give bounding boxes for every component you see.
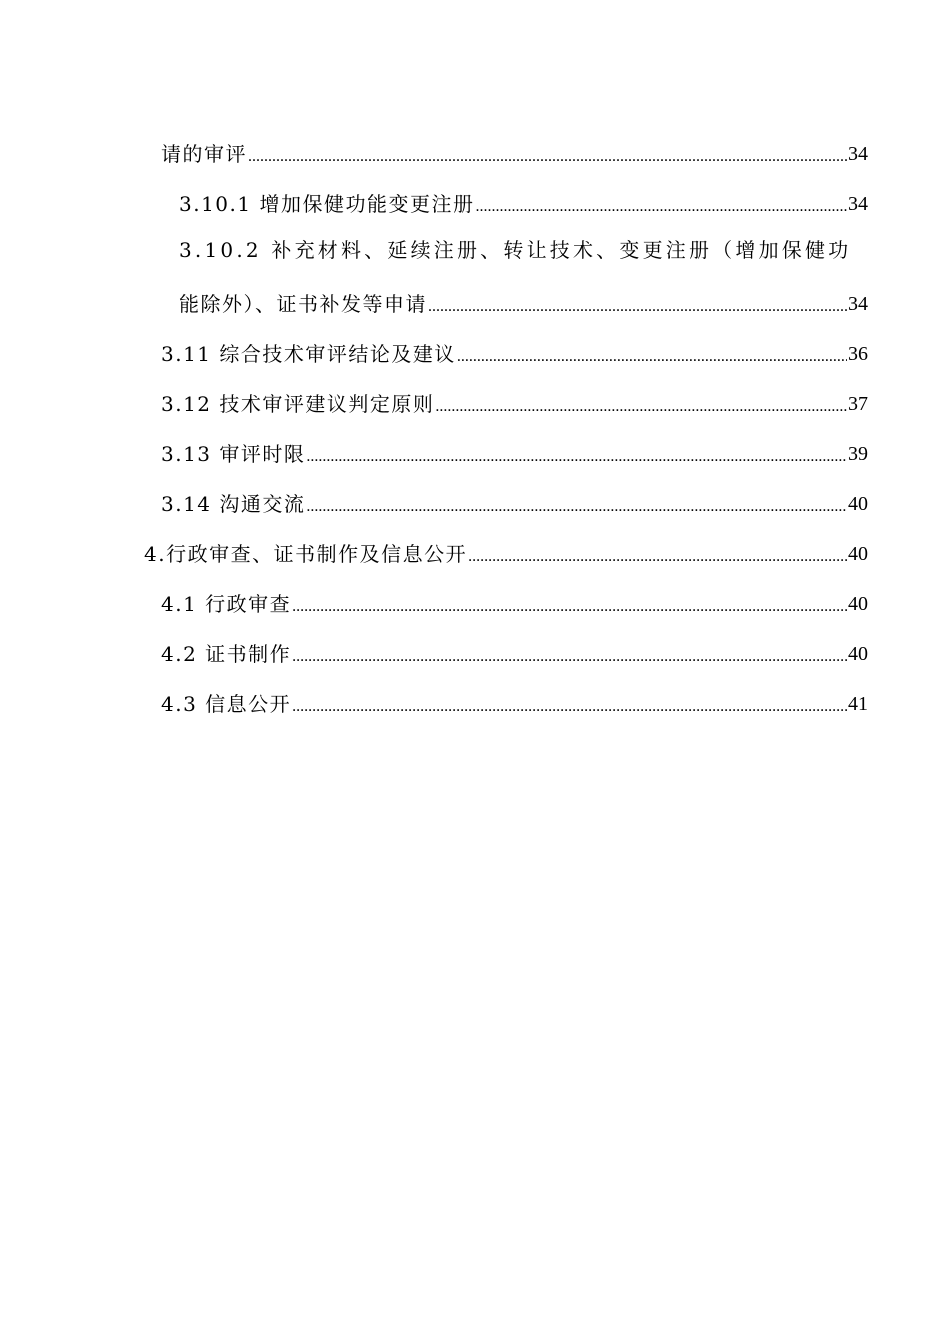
toc-entry-page: 41	[848, 693, 868, 715]
toc-leader-dots	[292, 597, 847, 617]
toc-entry-title: 3.13 审评时限	[161, 442, 306, 466]
toc-entry[interactable]	[161, 437, 868, 467]
toc-leader-dots	[292, 647, 847, 667]
toc-leader-dots	[306, 497, 847, 517]
toc-entry-title: 4.1 行政审查	[161, 592, 292, 616]
toc-entry-page: 39	[848, 443, 868, 465]
toc-entry-title: 3.10.1 增加保健功能变更注册	[179, 192, 475, 216]
toc-entry-page: 40	[848, 593, 868, 615]
toc-entry[interactable]	[144, 537, 868, 567]
toc-entry-page: 36	[848, 343, 868, 365]
toc-entry-page: 40	[848, 543, 868, 565]
toc-leader-dots	[306, 447, 847, 467]
toc-entry-title: 3.11 综合技术审评结论及建议	[161, 342, 456, 366]
toc-entry-page: 34	[848, 143, 868, 165]
toc-entry-title: 4.2 证书制作	[161, 642, 292, 666]
toc-entry[interactable]	[161, 337, 868, 367]
toc-entry-page: 37	[848, 393, 868, 415]
toc-entry[interactable]	[161, 687, 868, 717]
toc-leader-dots	[292, 697, 847, 717]
toc-leader-dots	[248, 147, 847, 167]
toc-entry[interactable]	[161, 387, 868, 417]
toc-leader-dots	[475, 197, 847, 217]
toc-entry[interactable]	[161, 637, 868, 667]
toc-entry-title: 4.行政审查、证书制作及信息公开	[144, 542, 468, 566]
toc-entry-title: 4.3 信息公开	[161, 692, 292, 716]
toc-entry-page: 40	[848, 643, 868, 665]
toc-leader-dots	[457, 347, 847, 367]
toc-leader-dots	[468, 547, 847, 567]
toc-leader-dots	[428, 297, 847, 317]
toc-entry-title: 请的审评	[161, 142, 247, 166]
toc-leader-dots	[435, 397, 847, 417]
toc-entry-page: 34	[848, 193, 868, 215]
toc-entry[interactable]	[161, 137, 868, 167]
toc-entry-title: 3.12 技术审评建议判定原则	[161, 392, 435, 416]
toc-entry-title: 3.14 沟通交流	[161, 492, 306, 516]
toc-entry[interactable]	[161, 487, 868, 517]
toc-entry[interactable]	[161, 587, 868, 617]
toc-entry-page: 34	[848, 293, 868, 315]
toc-entry-page: 40	[848, 493, 868, 515]
toc-entry-title-line1[interactable]: 3.10.2 补充材料、延续注册、转让技术、变更注册（增加保健功	[179, 238, 852, 262]
toc-entry[interactable]	[179, 287, 868, 317]
toc-entry-title: 能除外）、证书补发等申请	[179, 292, 427, 316]
toc-entry[interactable]	[179, 187, 868, 217]
